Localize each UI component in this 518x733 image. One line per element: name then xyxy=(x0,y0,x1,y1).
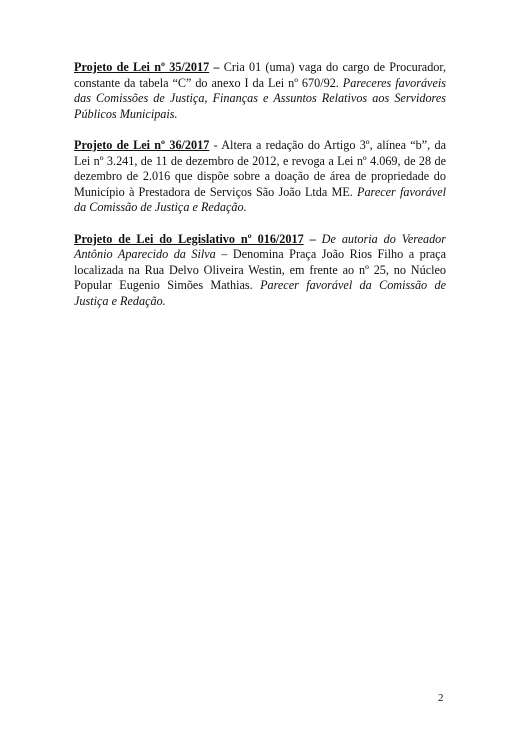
bill-author-016: De autoria do Vereador Antônio Aparecido da Silva xyxy=(74,231,447,261)
bill-separator-35: – xyxy=(209,60,224,74)
page-number: 2 xyxy=(438,692,444,704)
bill-title-36: Projeto de Lei nº 36/2017 xyxy=(74,138,210,152)
document-body xyxy=(74,60,446,325)
bill-paragraph-016 xyxy=(74,232,446,310)
bill-opinion-end-35: . xyxy=(174,106,178,121)
bill-opinion-end-36: . xyxy=(243,200,247,214)
bill-title-016: Projeto de Lei do Legislativo nº 016/2017 xyxy=(74,231,304,246)
bill-title-35: Projeto de Lei nº 35/2017 xyxy=(74,60,210,74)
bill-opinion-016: Parecer favorável da Comissão de Justiça e Redação xyxy=(74,278,446,308)
bill-paragraph-35 xyxy=(74,60,446,122)
bill-separator-016: – xyxy=(303,231,322,246)
bill-description-36: Altera a redação do Artigo 3º, alínea “b”, da Lei nº 3.241, de 11 de dezembro de 2012, e revoga a Lei nº 4.069, de 28 de dezembro de 2.016 que dispõe sobre a doação de área de propriedade do Município à Prestadora de Serviços São João Ltda ME. xyxy=(74,138,446,199)
bill-description-016: – Denomina Praça João Rios Filho a praça localizada na Rua Delvo Oliveira Westin, em frente ao nº 25, no Núcleo Popular Eugenio Simões Mathias. xyxy=(74,247,446,292)
bill-description-35: Cria 01 (uma) vaga do cargo de Procurador, constante da tabela “C” do anexo I da Lei nº 670/92. xyxy=(74,60,446,90)
bill-opinion-end-016: . xyxy=(162,293,166,308)
bill-opinion-35: Pareceres favoráveis das Comissões de Justiça, Finanças e Assuntos Relativos aos Servidores Públicos Municipais xyxy=(74,75,446,121)
bill-opinion-36: Parecer favorável da Comissão de Justiça e Redação xyxy=(74,184,447,214)
bill-separator-36: - xyxy=(209,138,222,152)
bill-paragraph-36 xyxy=(74,138,446,216)
